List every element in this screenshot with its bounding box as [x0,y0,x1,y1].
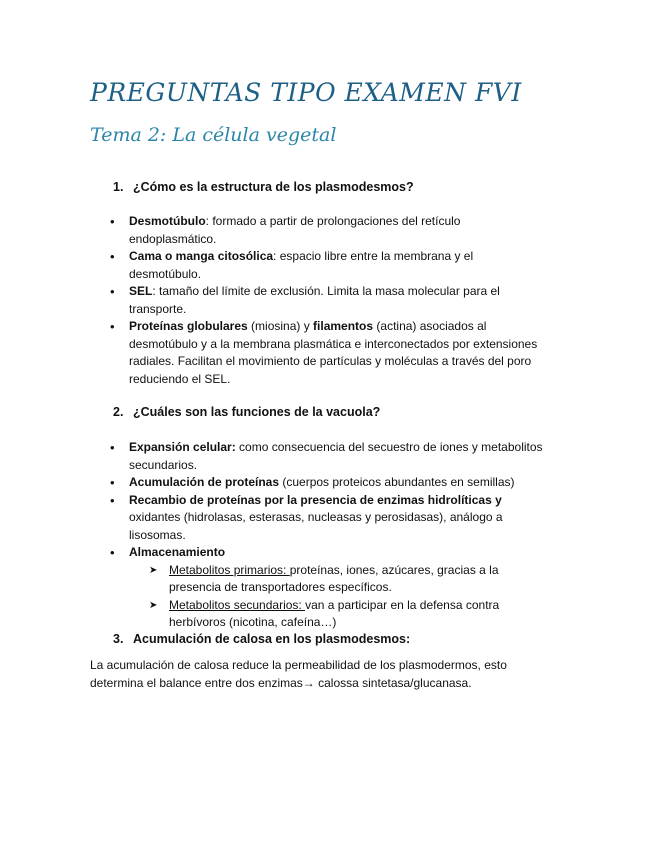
arrowhead-bullet-icon: ➤ [149,599,158,611]
list-item [108,283,548,318]
question-1-list [108,213,548,388]
page-title: PREGUNTAS TIPO EXAMEN FVI [90,78,522,107]
arrowhead-bullet-icon: ➤ [149,564,158,576]
question-1 [113,180,414,194]
question-number: 3. [113,632,124,646]
list-item [108,492,548,545]
question-text: Acumulación de calosa en los plasmodesmos: [133,632,411,646]
item-text: : tamaño del límite de exclusión. Limita la masa molecular para el transporte. [129,284,500,316]
question-text: ¿Cómo es la estructura de los plasmodesmos? [133,180,414,194]
question-3 [113,632,410,646]
list-item [108,213,548,248]
item-text: (cuerpos proteicos abundantes en semillas) [279,475,515,489]
item-text: proteínas, iones, azúcares, gracias a la presencia de transportadores específicos. [169,562,499,594]
bold-term: Almacenamiento [129,545,226,559]
item-text: (miosina) y [247,319,314,333]
question-text: ¿Cuáles son las funciones de la vacuola? [133,405,381,419]
sub-list-item [129,597,548,632]
question-2-list [108,439,548,632]
bold-term: Cama o manga citosólica [129,249,274,263]
answer-paragraph: La acumulación de calosa reduce la permeabilidad de los plasmodermos, esto determina el balance entre dos enzimas→ calossa sintetasa/glucanasa. [90,658,507,690]
page-subtitle: Tema 2: La célula vegetal [90,124,337,146]
underlined-term: Metabolitos primarios: [169,562,290,577]
underlined-term: Metabolitos secundarios: [169,597,306,612]
sub-list-item [129,562,548,597]
bold-term: filamentos [313,319,374,333]
item-text: oxidantes (hidrolasas, esterasas, nucleasas y perosidasas), análogo a lisosomas. [129,510,503,542]
item-text: van a participar en la defensa contra herbívoros (nicotina, cafeína…) [169,597,500,629]
list-item [108,544,548,632]
item-text: como consecuencia del secuestro de iones y metabolitos secundarios. [129,440,543,472]
bold-term: Acumulación de proteínas [129,475,280,489]
question-number: 1. [113,180,124,194]
list-item [108,318,548,388]
list-item [108,439,548,474]
item-text: : formado a partir de prolongaciones del retículo endoplasmático. [129,214,461,246]
question-number: 2. [113,405,124,419]
bold-term: Recambio de proteínas por la presencia de enzimas hidrolíticas y [129,492,502,507]
bold-term: Proteínas globulares [129,319,248,333]
question-2 [113,405,380,419]
item-text: : espacio libre entre la membrana y el desmotúbulo. [129,249,474,281]
list-item [108,474,548,492]
list-item [108,248,548,283]
sub-list [129,562,548,632]
bold-term: Expansión celular: [129,440,236,454]
bold-term: Desmotúbulo [129,214,206,228]
item-text: (actina) asociados al desmotúbulo y a la membrana plasmática e interconectados por extensiones radiales. Facilitan el movimiento de partículas y moléculas a través del poro reduciendo el SEL. [129,319,538,386]
bold-term: SEL [129,284,153,298]
